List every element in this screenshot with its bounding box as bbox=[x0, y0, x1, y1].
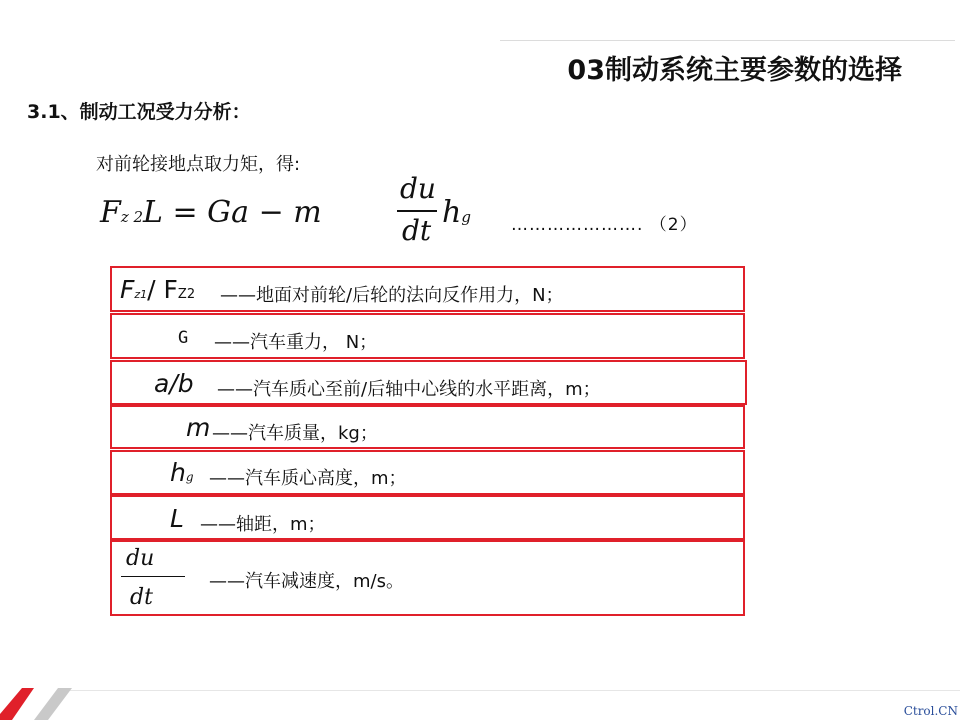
definition-symbol bbox=[120, 275, 195, 304]
definition-row bbox=[110, 495, 745, 540]
definition-desc: ——地面对前轮/后轮的法向反作用力，N； bbox=[220, 285, 564, 306]
equation-F-subscript: z 2 bbox=[120, 208, 144, 226]
equation-h bbox=[442, 195, 471, 230]
symbol-F2: / F bbox=[147, 275, 178, 304]
symbol-sub-z1: z1 bbox=[134, 288, 148, 301]
slide-title: 03制动系统主要参数的选择 bbox=[567, 55, 902, 86]
definition-symbol bbox=[170, 458, 194, 487]
definition-desc: ——汽车减速度，m/s。 bbox=[209, 571, 404, 592]
definition-symbol: L bbox=[170, 504, 184, 533]
definition-row bbox=[110, 405, 745, 449]
symbol-sub-g: g bbox=[185, 470, 194, 484]
definition-desc: ——汽车质心高度，m； bbox=[209, 468, 407, 489]
section-heading: 3.1、制动工况受力分析： bbox=[27, 101, 251, 123]
definition-row bbox=[110, 313, 745, 359]
watermark: Ctrol.CN bbox=[903, 704, 958, 718]
definition-symbol: m bbox=[186, 413, 211, 442]
definition-desc: ——汽车质心至前/后轴中心线的水平距离，m； bbox=[217, 379, 601, 400]
definition-symbol: G bbox=[178, 328, 189, 348]
red-stripe bbox=[0, 688, 34, 720]
definition-row bbox=[110, 540, 745, 616]
equation-fraction-numerator: du bbox=[400, 172, 436, 205]
equation-F: F bbox=[100, 195, 121, 230]
corner-stripes-decoration bbox=[0, 688, 80, 720]
definition-desc: ——汽车重力， N； bbox=[214, 332, 378, 353]
definition-row bbox=[110, 360, 747, 405]
dudt-denominator: dt bbox=[130, 585, 153, 610]
definition-row bbox=[110, 266, 745, 312]
equation-h-subscript: g bbox=[461, 208, 471, 226]
intro-text: 对前轮接地点取力矩，得: bbox=[96, 154, 301, 175]
bottom-divider bbox=[65, 690, 960, 691]
symbol-h: h bbox=[170, 458, 186, 487]
dudt-fraction-bar bbox=[121, 576, 185, 577]
equation-main: L = Ga − m bbox=[143, 195, 322, 230]
symbol-sub-z2: Z2 bbox=[177, 287, 196, 302]
equation-lhs bbox=[100, 195, 322, 230]
dudt-numerator: du bbox=[126, 546, 155, 571]
equation bbox=[100, 170, 471, 254]
definition-row bbox=[110, 450, 745, 495]
definition-desc: ——汽车质量，kg； bbox=[212, 423, 378, 444]
symbol-F: F bbox=[120, 275, 135, 304]
equation-h-symbol: h bbox=[442, 195, 462, 230]
definition-desc: ——轴距，m； bbox=[200, 514, 326, 535]
equation-number: …………………. （2） bbox=[511, 215, 698, 235]
top-divider bbox=[500, 40, 955, 41]
equation-fraction-bar bbox=[397, 210, 437, 212]
definition-symbol: a/b bbox=[154, 369, 194, 398]
equation-fraction-denominator: dt bbox=[402, 214, 432, 247]
gray-stripe bbox=[34, 688, 72, 720]
